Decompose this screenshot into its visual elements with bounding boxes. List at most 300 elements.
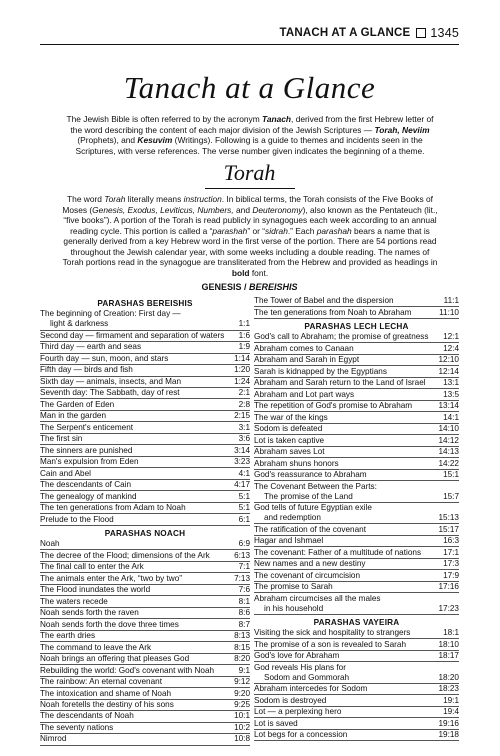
entry-theme: [254, 571, 439, 581]
index-entry: [254, 378, 459, 389]
entry-continuation: The promise of the Land: [264, 491, 353, 501]
entry-verse: 12:10: [438, 355, 459, 365]
entry-theme: [40, 503, 235, 513]
entry-theme: [254, 684, 435, 694]
entry-text: Sodom is destroyed: [254, 695, 327, 705]
entry-text: Abraham shuns honors: [254, 458, 339, 468]
entry-text: The seventy nations: [40, 722, 114, 732]
entry-verse: 5:1: [238, 503, 250, 513]
entry-theme: [40, 631, 230, 641]
entry-text: Man's expulsion from Eden: [40, 457, 139, 467]
index-entry: [254, 424, 459, 435]
index-entry: [254, 639, 459, 650]
section-title: Torah: [223, 160, 276, 185]
entry-verse: 19:16: [438, 718, 459, 728]
entry-theme: [254, 390, 439, 400]
index-entry: [40, 411, 250, 422]
entry-verse: 6:1: [238, 514, 250, 524]
entry-verse: 2:8: [238, 399, 250, 409]
index-entry: [254, 307, 459, 318]
entry-theme: [254, 344, 439, 354]
index-entry: [254, 570, 459, 581]
entry-continuation: and redemption: [264, 513, 321, 523]
running-title: TANACH AT A GLANCE: [279, 27, 411, 39]
page-title: Tanach at a Glance: [123, 70, 376, 105]
entry-text: Second day — firmament and separation of waters: [40, 330, 225, 340]
entry-verse: 6:13: [234, 550, 250, 560]
index-entry: [40, 491, 250, 502]
separator-box-icon: [416, 28, 426, 38]
entry-text: The intoxication and shame of Noah: [40, 688, 172, 698]
intro-term: Kesuvim: [137, 135, 173, 145]
index-entry: [40, 365, 250, 376]
entry-theme: [254, 730, 435, 740]
entry-verse: 8:13: [234, 631, 250, 641]
entry-verse: 17:1: [443, 547, 459, 557]
index-entry: [254, 707, 459, 718]
entry-text: Hagar and Ishmael: [254, 536, 324, 546]
entry-text: Noah brings an offering that pleases God: [40, 654, 190, 664]
entry-theme: [40, 354, 230, 364]
entry-verse: 9:1: [238, 665, 250, 675]
index-entry: [40, 700, 250, 711]
entry-text: The Flood inundates the world: [40, 585, 151, 595]
index-entry: [254, 389, 459, 400]
entry-theme: [254, 559, 439, 569]
entry-verse: 14:22: [438, 458, 459, 468]
entry-theme: [40, 411, 230, 421]
entry-text: The promise of a son is revealed to Sarah: [254, 639, 407, 649]
entry-theme: [254, 719, 435, 729]
entry-text: Sodom is defeated: [254, 424, 323, 434]
entry-verse: 7:1: [238, 562, 250, 572]
entry-text: The genealogy of mankind: [40, 491, 137, 501]
entry-theme: [40, 551, 230, 561]
entry-text: Fifth day — birds and fish: [40, 365, 133, 375]
torah-term: Genesis, Exodus, Leviticus, Numbers,: [92, 204, 234, 215]
entry-text: Man in the garden: [40, 411, 106, 421]
entry-verse: 19:4: [443, 707, 459, 717]
entry-verse: 8:7: [238, 619, 250, 629]
entry-text: Sarah is kidnapped by the Egyptians: [254, 366, 387, 376]
entry-text: The covenant of circumcision: [254, 570, 361, 580]
entry-text: The command to leave the Ark: [40, 642, 152, 652]
entry-verse: 13:1: [443, 378, 459, 388]
entry-text: God's love for Abraham: [254, 651, 340, 661]
entry-theme: [254, 663, 435, 683]
entry-verse: 1:24: [234, 376, 250, 386]
entry-text: The earth dries: [40, 631, 96, 641]
entry-theme: [40, 574, 230, 584]
torah-term: parashah: [316, 225, 352, 236]
entry-text: The descendants of Cain: [40, 480, 132, 490]
index-entry: [254, 628, 459, 639]
entry-verse: 8:6: [238, 608, 250, 618]
entry-theme: [40, 620, 235, 630]
entry-verse: 3:23: [234, 457, 250, 467]
entry-verse: 2:15: [234, 411, 250, 421]
book-heading: [40, 282, 459, 292]
torah-paragraph: [62, 194, 438, 278]
index-entry: [254, 582, 459, 593]
entry-verse: 14:13: [438, 447, 459, 457]
entry-theme: [254, 536, 439, 546]
entry-text: The repetition of God's promise to Abraham: [254, 401, 413, 411]
entry-theme: [40, 654, 230, 664]
entry-theme: [40, 666, 235, 676]
entry-verse: 4:1: [238, 468, 250, 478]
entry-text: The ten generations from Adam to Noah: [40, 503, 186, 513]
parasha-heading: PARASHAS NOACH: [104, 528, 186, 538]
entry-theme: [40, 562, 235, 572]
entry-verse: 10:1: [234, 711, 250, 721]
entry-text: Abraham and Lot part ways: [254, 389, 355, 399]
entry-text: The animals enter the Ark, “two by two”: [40, 573, 182, 583]
entry-text: God's call to Abraham; the promise of greatness: [254, 332, 429, 342]
entry-theme: [254, 296, 440, 306]
index-entry: [40, 331, 250, 342]
entry-verse: 9:12: [234, 677, 250, 687]
entry-theme: [254, 525, 435, 535]
index-entry: [254, 684, 459, 695]
index-entry: [40, 619, 250, 630]
index-entry: [254, 296, 459, 307]
torah-text: .” Each: [287, 225, 317, 236]
entry-theme: [40, 677, 230, 687]
torah-text: ” or “: [247, 225, 266, 236]
entry-text: The sinners are punished: [40, 445, 133, 455]
intro-text: , derived from the first Hebrew letter of the word describing the content of each major division of the Jewish Scriptures —: [70, 114, 434, 135]
entry-text: Lot is taken captive: [254, 435, 325, 445]
index-entry: [40, 445, 250, 456]
entry-continuation: light & darkness: [50, 319, 109, 329]
entry-text: The first sin: [40, 434, 83, 444]
entry-theme: [40, 365, 230, 375]
entry-verse: 4:17: [234, 480, 250, 490]
entry-theme: [254, 367, 435, 377]
entry-verse: 8:15: [234, 642, 250, 652]
torah-term: instruction: [183, 194, 222, 204]
index-entry: [254, 695, 459, 706]
entry-text: God reveals His plans for: [254, 662, 346, 672]
entry-verse: 19:1: [443, 695, 459, 705]
index-entry: [254, 435, 459, 446]
entry-theme: [254, 640, 435, 650]
entry-text: The ratification of the covenant: [254, 524, 366, 534]
entry-text: Sixth day — animals, insects, and Man: [40, 376, 182, 386]
entry-text: Fourth day — sun, moon, and stars: [40, 353, 169, 363]
intro-term: Torah, Neviim: [374, 124, 430, 135]
torah-text: literally means: [125, 194, 184, 204]
entry-theme: [254, 401, 435, 411]
entry-verse: 18:1: [443, 628, 459, 638]
entry-continuation: in his household: [264, 603, 324, 613]
entry-text: Lot is saved: [254, 718, 298, 728]
entry-text: Nimrod: [40, 734, 67, 744]
entry-verse: 9:25: [234, 699, 250, 709]
torah-term: Deuteronomy: [252, 204, 303, 215]
entry-theme: [40, 643, 230, 653]
index-entry: [254, 536, 459, 547]
index-entry: [254, 662, 459, 684]
index-entry: [40, 354, 250, 365]
index-entry: [40, 342, 250, 353]
entry-verse: 12:1: [443, 332, 459, 342]
entry-verse: 3:1: [238, 422, 250, 432]
intro-term: Tanach: [262, 114, 292, 124]
entry-verse: 18:10: [438, 639, 459, 649]
book-name: GENESIS /: [201, 282, 249, 292]
book-hebrew-name: BEREISHIS: [249, 282, 298, 292]
index-entry: [40, 388, 250, 399]
entry-verse: 18:23: [438, 684, 459, 694]
entry-theme: [40, 689, 230, 699]
entry-verse: 3:14: [234, 445, 250, 455]
torah-term: parashah: [212, 225, 248, 236]
index-entry: [40, 480, 250, 491]
entry-text: Abraham circumcises all the males: [254, 593, 381, 603]
entry-theme: [40, 309, 235, 329]
index-entry: [254, 718, 459, 729]
entry-theme: [254, 436, 435, 446]
entry-text: Abraham and Sarah in Egypt: [254, 355, 360, 365]
index-entry: [40, 642, 250, 653]
index-entry: [40, 468, 250, 479]
entry-verse: 2:1: [238, 388, 250, 398]
header-rule: [40, 44, 459, 45]
entry-theme: [40, 434, 235, 444]
entry-text: Abraham and Sarah return to the Land of Israel: [254, 378, 426, 388]
entry-text: The promise to Sarah: [254, 582, 333, 592]
entry-theme: [254, 470, 439, 480]
entry-text: Cain and Abel: [40, 468, 91, 478]
entry-verse: 15:17: [438, 524, 459, 534]
entry-theme: [254, 696, 439, 706]
entry-theme: [254, 548, 439, 558]
index-entry: [40, 734, 250, 745]
entry-theme: [40, 585, 235, 595]
torah-text: ), also known as the Pentateuch (lit., “five books”). A portion of the Torah is read publicly in synagogues each week according to an annual reading cycle. This portion is called a “: [63, 204, 438, 236]
entry-text: New names and a new destiny: [254, 559, 366, 569]
entry-text: The descendants of Noah: [40, 711, 134, 721]
torah-text: font.: [249, 267, 269, 278]
entry-verse: 17:23: [438, 603, 459, 613]
index-entry: [254, 559, 459, 570]
index-entry: [40, 573, 250, 584]
entry-text: Noah sends forth the dove three times: [40, 619, 179, 629]
index-entry: [40, 608, 250, 619]
index-entry: [254, 458, 459, 469]
entry-theme: [40, 480, 230, 490]
entry-verse: 1:20: [234, 365, 250, 375]
entry-theme: [40, 469, 235, 479]
parasha-heading: PARASHAS BEREISHIS: [97, 299, 193, 308]
entry-verse: 11:1: [443, 296, 459, 306]
index-entry: [40, 562, 250, 573]
index-entry: [40, 550, 250, 561]
intro-text: (Writings). Following is a guide to themes and incidents seen in the Scriptures, with verse references. The verse number given indicates the beginning of a theme.: [75, 135, 425, 156]
entry-text: Lot begs for a concession: [254, 730, 348, 740]
entry-theme: [254, 651, 435, 661]
entry-text: God's reassurance to Abraham: [254, 470, 367, 480]
torah-text: The word: [67, 194, 105, 204]
entry-text: Abraham comes to Canaan: [254, 343, 354, 353]
entry-theme: [40, 377, 230, 387]
entry-verse: 5:1: [238, 491, 250, 501]
entry-verse: 9:20: [234, 688, 250, 698]
entry-text: The war of the kings: [254, 412, 328, 422]
entry-verse: 14:10: [438, 424, 459, 434]
entry-verse: 1:9: [238, 342, 250, 352]
entry-verse: 17:3: [443, 559, 459, 569]
index-entry: [40, 503, 250, 514]
index-entry: [40, 654, 250, 665]
entry-text: The rainbow: An eternal covenant: [40, 677, 162, 687]
entry-theme: [40, 711, 230, 721]
index-entry: [40, 596, 250, 607]
intro-paragraph: [62, 114, 438, 156]
entry-verse: 1:6: [238, 330, 250, 340]
entry-verse: 8:20: [234, 654, 250, 664]
index-entry: [40, 422, 250, 433]
entry-verse: 15:1: [443, 470, 459, 480]
entry-theme: [254, 447, 435, 457]
entry-verse: 8:1: [238, 596, 250, 606]
parasha-heading: PARASHAS LECH LECHA: [304, 321, 409, 331]
index-entry: [254, 651, 459, 662]
entry-text: The final call to enter the Ark: [40, 562, 144, 572]
torah-text: and: [233, 204, 253, 215]
index-entry: [254, 401, 459, 412]
entry-text: The Serpent's enticement: [40, 422, 134, 432]
entry-verse: 15:7: [443, 491, 459, 501]
entry-theme: [40, 388, 235, 398]
entry-text: Third day — earth and seas: [40, 342, 142, 352]
index-entry: [254, 332, 459, 343]
index-entry: [254, 593, 459, 615]
index-entry: [254, 503, 459, 525]
entry-verse: 12:14: [438, 366, 459, 376]
entry-text: Noah sends forth the raven: [40, 608, 139, 618]
entry-verse: 16:3: [443, 536, 459, 546]
entry-text: Noah foretells the destiny of his sons: [40, 699, 174, 709]
index-entry: [40, 688, 250, 699]
page-number: 1345: [430, 26, 459, 40]
entry-verse: 12:4: [443, 343, 459, 353]
index-entry: [40, 399, 250, 410]
index-entry: [40, 665, 250, 676]
entry-theme: [254, 332, 439, 342]
entry-verse: 17:9: [443, 570, 459, 580]
entry-verse: 10:2: [234, 722, 250, 732]
entry-text: The ten generations from Noah to Abraham: [254, 307, 412, 317]
index-entry: [254, 355, 459, 366]
entry-verse: 6:9: [238, 539, 250, 549]
entry-text: Visiting the sick and hospitality to strangers: [254, 628, 411, 638]
entry-text: The Garden of Eden: [40, 399, 115, 409]
entry-theme: [254, 707, 439, 717]
entry-text: Lot — a perplexing hero: [254, 707, 342, 717]
index-entry: [254, 412, 459, 423]
entry-theme: [254, 503, 435, 523]
entry-verse: 1:1: [238, 319, 250, 329]
entry-theme: [40, 342, 235, 352]
entry-text: The decree of the Flood; dimensions of the Ark: [40, 550, 210, 560]
index-entry: [254, 343, 459, 354]
entry-theme: [40, 446, 230, 456]
entry-theme: [254, 582, 435, 592]
entry-verse: 19:18: [438, 730, 459, 740]
index-entry: [254, 730, 459, 741]
entry-verse: 10:8: [234, 734, 250, 744]
entry-verse: 13:14: [438, 401, 459, 411]
entry-theme: [40, 515, 235, 525]
entry-theme: [254, 308, 435, 318]
index-entry: [40, 723, 250, 734]
entry-text: The Tower of Babel and the dispersion: [254, 296, 394, 306]
entry-text: The beginning of Creation: First day —: [40, 309, 181, 319]
entry-text: The covenant: Father of a multitude of nations: [254, 547, 422, 557]
index-entry: [254, 447, 459, 458]
entry-theme: [254, 413, 439, 423]
entry-theme: [40, 734, 230, 744]
entry-theme: [254, 424, 435, 434]
section-rule: [205, 188, 295, 189]
entry-theme: [254, 482, 439, 502]
entry-theme: [40, 423, 235, 433]
entry-verse: 18:20: [438, 672, 459, 682]
right-column: [254, 296, 459, 741]
entry-verse: 13:5: [443, 389, 459, 399]
entry-text: Abraham saves Lot: [254, 447, 325, 457]
entry-theme: [40, 597, 235, 607]
entry-text: Rebuilding the world: God's covenant with Noah: [40, 665, 215, 675]
index-entry: [254, 366, 459, 377]
index-entry: [254, 547, 459, 558]
entry-theme: [40, 700, 230, 710]
entry-theme: [254, 594, 435, 614]
torah-text: . In biblical terms, the Torah consists of the Five Books of Moses (: [62, 194, 433, 215]
entry-theme: [40, 400, 235, 410]
intro-text: (Prophets), and: [77, 135, 138, 145]
index-entry: [40, 377, 250, 388]
torah-term: sidrah: [265, 225, 288, 236]
torah-text: bears a name that is generally derived from a key Hebrew word in the first verse of the portion. There are 54 portions read throughout the Jewish calendar year, with some weeks including a double reading. The names of Torah portions read in the synagogue are transliterated from the Hebrew and provided as headings in: [62, 225, 438, 267]
entry-theme: [254, 378, 439, 388]
index-entry: [40, 631, 250, 642]
index-entry: [40, 434, 250, 445]
entry-verse: 1:14: [234, 353, 250, 363]
entry-text: Noah: [40, 539, 60, 549]
running-header: [40, 26, 459, 40]
index-entry: [254, 481, 459, 503]
entry-theme: [40, 492, 235, 502]
index-entry: [40, 514, 250, 525]
entry-verse: 15:13: [438, 513, 459, 523]
entry-text: The waters recede: [40, 596, 108, 606]
entry-verse: 7:6: [238, 585, 250, 595]
left-column: [40, 296, 250, 746]
entry-theme: [40, 608, 235, 618]
index-entry: [254, 524, 459, 535]
entry-text: Abraham intercedes for Sodom: [254, 684, 368, 694]
torah-term: bold: [231, 267, 250, 278]
entry-theme: [254, 628, 439, 638]
index-entry: [40, 711, 250, 722]
entry-text: The Covenant Between the Parts:: [254, 481, 377, 491]
entry-verse: 14:12: [438, 435, 459, 445]
entry-verse: 7:13: [234, 573, 250, 583]
